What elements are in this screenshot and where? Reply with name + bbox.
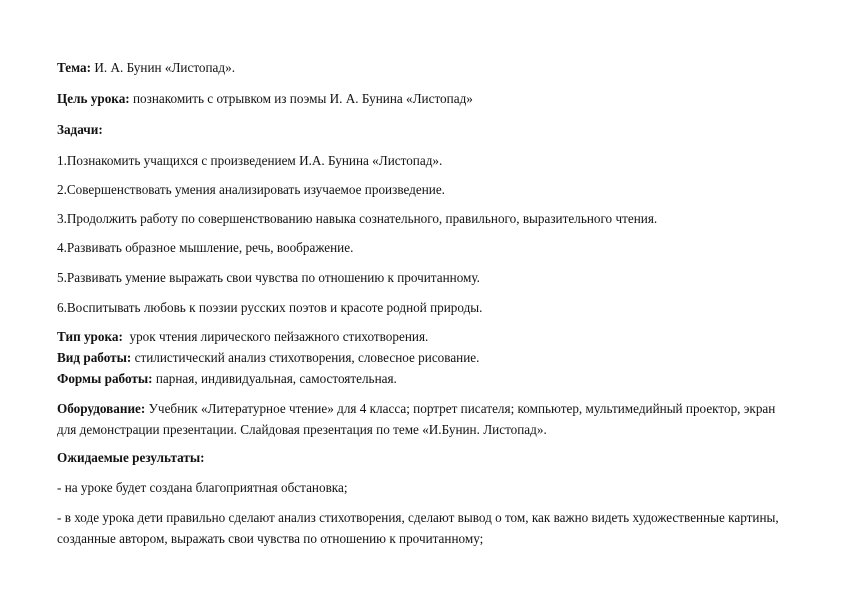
results-heading: Ожидаемые результаты: <box>57 450 205 465</box>
goal-line <box>57 91 473 107</box>
work-forms-line <box>57 371 397 387</box>
lesson-type-label: Тип урока: <box>57 329 123 344</box>
result-item: - в ходе урока дети правильно сделают анализ стихотворения, сделают вывод о том, как важно видеть художественные картины, созданные автором, выражать свои чувства по отношению к прочитанному; <box>57 510 779 546</box>
lesson-type-line <box>57 329 428 345</box>
lesson-type-value: урок чтения лирического пейзажного стихотворения. <box>122 329 429 344</box>
task-item: 5.Развивать умение выражать свои чувства по отношению к прочитанному. <box>57 270 480 285</box>
work-forms-value: парная, индивидуальная, самостоятельная. <box>152 371 397 386</box>
result-item: - на уроке будет создана благоприятная обстановка; <box>57 480 348 495</box>
task-item: 4.Развивать образное мышление, речь, воображение. <box>57 240 354 255</box>
topic-label: Тема: <box>57 60 92 75</box>
task-item: 6.Воспитывать любовь к поэзии русских поэтов и красоте родной природы. <box>57 300 483 315</box>
equipment-paragraph <box>57 398 797 440</box>
equipment-label: Оборудование: <box>57 401 146 416</box>
work-kind-line <box>57 350 479 366</box>
topic-value: И. А. Бунин «Листопад». <box>91 60 236 75</box>
work-kind-value: стилистический анализ стихотворения, словесное рисование. <box>131 350 480 365</box>
work-forms-label: Формы работы: <box>57 371 153 386</box>
tasks-heading: Задачи: <box>57 122 103 137</box>
goal-label: Цель урока: <box>57 91 130 106</box>
task-item: 3.Продолжить работу по совершенствованию навыка сознательного, правильного, выразительного чтения. <box>57 211 658 226</box>
topic-line <box>57 60 235 76</box>
goal-value: познакомить с отрывком из поэмы И. А. Бунина «Листопад» <box>129 91 473 106</box>
equipment-value: Учебник «Литературное чтение» для 4 класса; портрет писателя; компьютер, мультимедийный проектор, экран для демонстрации презентации. Слайдовая презентация по теме «И.Бунин. Листопад». <box>57 401 776 437</box>
task-item: 1.Познакомить учащихся с произведением И.А. Бунина «Листопад». <box>57 153 443 168</box>
work-kind-label: Вид работы: <box>57 350 132 365</box>
task-item: 2.Совершенствовать умения анализировать изучаемое произведение. <box>57 182 445 197</box>
